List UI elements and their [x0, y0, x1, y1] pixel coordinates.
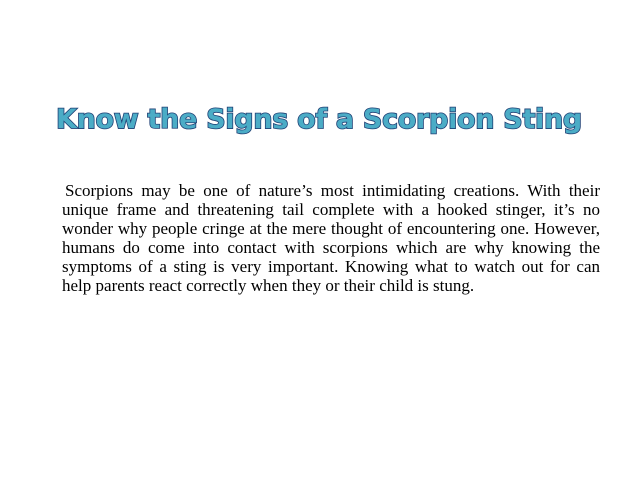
slide-title: Know the Signs of a Scorpion Sting — [56, 104, 582, 135]
slide-body-text: Scorpions may be one of nature’s most intimidating creations. With their unique frame and threatening tail complete with a hooked stinger, it’s no wonder why people cringe at the mere thought of encountering one. However, humans do come into contact with scorpions which are why knowing the symptoms of a sting is very important. Knowing what to watch out for can help parents react correctly when they or their child is stung. — [62, 181, 600, 295]
